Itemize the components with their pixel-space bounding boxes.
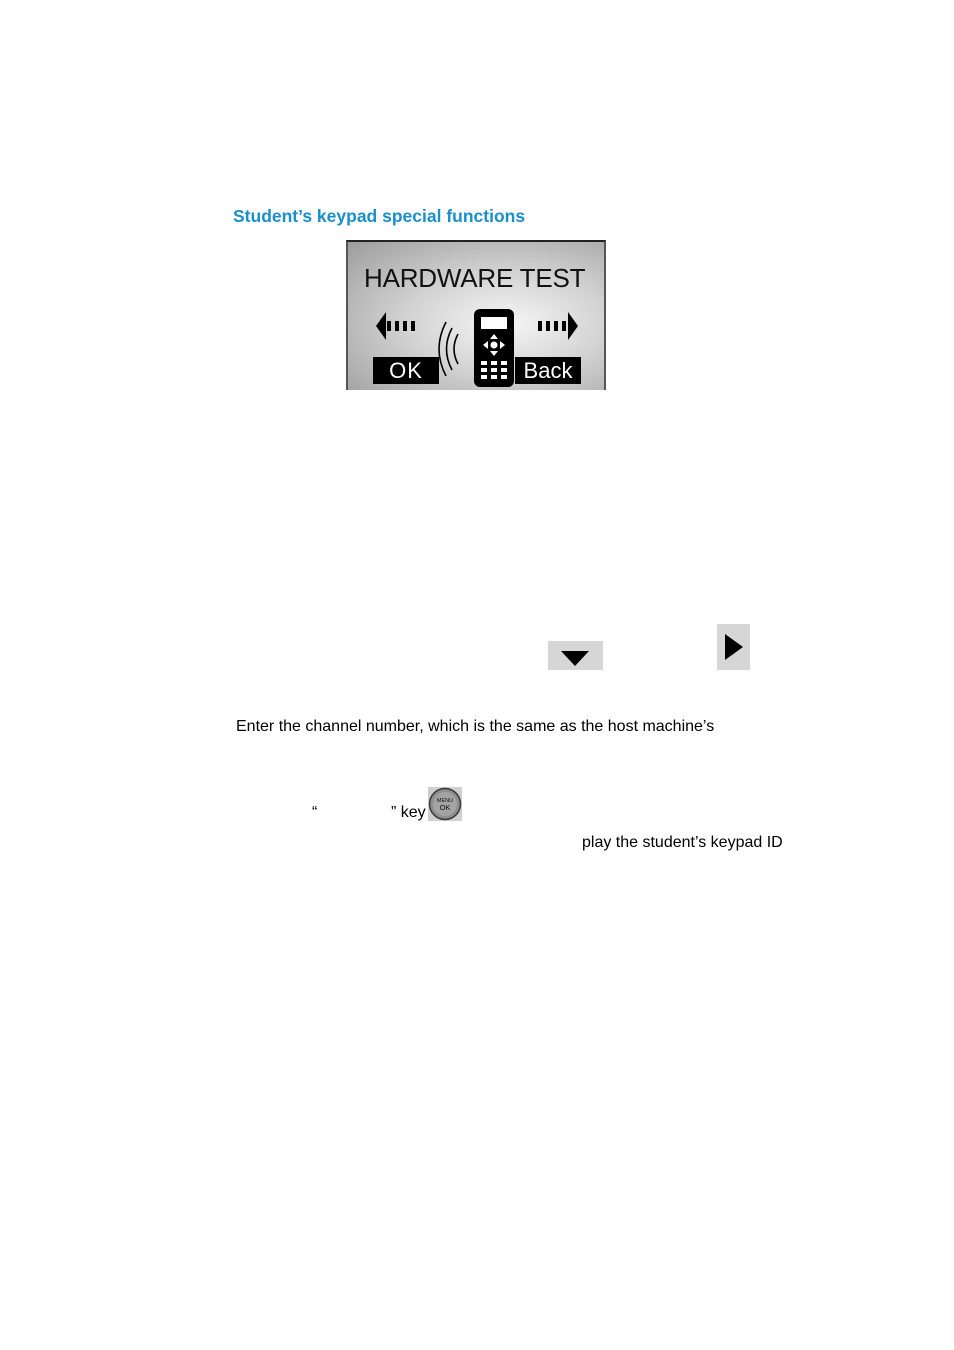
menu-ok-bottom-label: OK [439, 803, 451, 812]
key-text: ” key [391, 804, 426, 821]
lcd-title: HARDWARE TEST [364, 263, 586, 293]
lcd-ok-label: OK [373, 357, 439, 384]
open-quote: “ [312, 804, 318, 821]
section-heading: Student’s keypad special functions [233, 206, 526, 226]
menu-ok-key-icon [428, 787, 462, 821]
keypad-device-icon [474, 309, 514, 387]
menu-ok-top-label: MENU [436, 798, 454, 804]
down-arrow-key-icon [548, 641, 603, 670]
right-arrow-key-icon [717, 624, 750, 670]
wireless-signal-icon [439, 322, 458, 376]
lcd-screen-image [346, 240, 606, 390]
left-arrow-icon [376, 312, 415, 340]
channel-instruction-text: Enter the channel number, which is the same as the host machine’s [236, 718, 715, 735]
right-arrow-icon [538, 312, 578, 340]
lcd-back-label: Back [515, 357, 581, 384]
keypad-id-text: play the student’s keypad ID [582, 834, 783, 851]
